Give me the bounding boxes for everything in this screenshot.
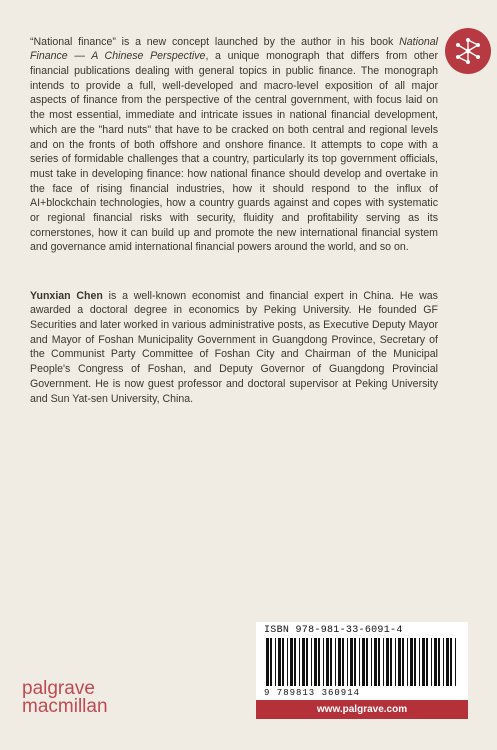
barcode-stripe bbox=[323, 638, 324, 686]
barcode-stripe bbox=[371, 638, 372, 686]
barcode-stripe bbox=[347, 638, 348, 686]
barcode-stripe bbox=[294, 638, 296, 686]
barcode-stripe bbox=[311, 638, 312, 686]
barcode-stripe bbox=[419, 638, 420, 686]
barcode-graphic bbox=[264, 638, 460, 688]
description-text-rest: , a unique monograph that differs from other financial publications dealing with general topics in public finance. The monograph intends to provide a full, well-developed and macro-level exposition of all major aspects of finance from the perspective of the central government, with focus laid on the most essential, immediate and intricate issues in national financial development, which are the "hard nuts" that have to be cracked on both central and regional levels and on the fronts of both offshore and onshore finance. It attempts to cope with a series of formidable challenges that a country, particularly its top government officials, must take in developing finance: how national finance should develop and overtake in the face of rising financial industries, how it should respond to the influx of AI+blockchain technologies, how a country guards against and copes with systematic or regional financial risks with security, fluidity and profitability serving as its cornerstones, how it can build up and promote the new international financial system and governance amid international financial powers around the world, and so on. bbox=[30, 50, 438, 254]
barcode-stripe bbox=[275, 638, 276, 686]
author-bio-text: is a well-known economist and financial expert in China. He was awarded a doctoral degree in economics by Peking University. He founded GF Securities and later worked in various administrative posts, as Executive Deputy Mayor and Mayor of Foshan Municipality Government in Guangdong Province, Secretary of the Communist Party Committee of Foshan City and Chairman of the Municipal People's Congress of Foshan, and Deputy Governor of Guangdong Provincial Government. He is now guest professor and doctoral supervisor at Peking University and Sun Yat-sen University, China. bbox=[30, 289, 438, 405]
barcode-stripe bbox=[287, 638, 288, 686]
barcode-digits: 9 789813 360914 bbox=[264, 688, 361, 698]
barcode-stripe bbox=[374, 638, 377, 686]
author-bio bbox=[30, 289, 438, 407]
barcode-stripe bbox=[354, 638, 356, 686]
barcode-stripe bbox=[282, 638, 284, 686]
barcode-stripe bbox=[302, 638, 305, 686]
connected-nodes-icon bbox=[453, 36, 483, 66]
barcode-stripe bbox=[338, 638, 341, 686]
barcode-stripe bbox=[443, 638, 444, 686]
barcode-stripe bbox=[299, 638, 300, 686]
barcode-stripe bbox=[386, 638, 389, 686]
barcode-stripe bbox=[278, 638, 281, 686]
barcode-stripe bbox=[290, 638, 293, 686]
barcode-stripe bbox=[326, 638, 329, 686]
barcode-stripe bbox=[330, 638, 332, 686]
barcode-stripe bbox=[402, 638, 404, 686]
barcode-stripe bbox=[434, 638, 437, 686]
website-bar[interactable] bbox=[256, 700, 468, 719]
barcode-stripe bbox=[383, 638, 384, 686]
barcode-stripe bbox=[426, 638, 428, 686]
barcode-stripe bbox=[450, 638, 452, 686]
barcode-stripe bbox=[378, 638, 380, 686]
isbn-label: ISBN 978-981-33-6091-4 bbox=[264, 625, 403, 636]
barcode-stripe bbox=[342, 638, 344, 686]
barcode-stripe bbox=[314, 638, 317, 686]
barcode-stripe bbox=[318, 638, 320, 686]
author-name: Yunxian Chen bbox=[30, 289, 103, 302]
barcode-stripe bbox=[306, 638, 308, 686]
description-text-start: “National finance” is a new concept launched by the author in his book bbox=[30, 35, 400, 48]
barcode-stripe bbox=[350, 638, 353, 686]
barcode-stripe bbox=[414, 638, 416, 686]
barcode-stripe bbox=[431, 638, 432, 686]
palgrave-badge bbox=[445, 28, 491, 74]
barcode-stripe bbox=[446, 638, 449, 686]
barcode-stripe bbox=[438, 638, 440, 686]
barcode-box bbox=[256, 622, 468, 700]
website-link[interactable]: www.palgrave.com bbox=[316, 704, 408, 715]
barcode-stripe bbox=[422, 638, 425, 686]
barcode-stripe bbox=[407, 638, 408, 686]
book-title-italic: National Finance — A Chinese Perspective bbox=[30, 35, 438, 63]
barcode-stripe bbox=[410, 638, 413, 686]
barcode-stripe bbox=[266, 638, 269, 686]
barcode-stripe bbox=[395, 638, 396, 686]
barcode-stripe bbox=[359, 638, 360, 686]
book-description bbox=[30, 35, 438, 256]
barcode-stripe bbox=[335, 638, 336, 686]
logo-line-2: macmillan bbox=[22, 696, 108, 717]
barcode-stripe bbox=[455, 638, 456, 686]
barcode-stripe bbox=[270, 638, 272, 686]
publisher-logo bbox=[22, 680, 108, 716]
barcode-stripe bbox=[366, 638, 368, 686]
barcode-stripe bbox=[362, 638, 365, 686]
barcode-stripe bbox=[390, 638, 392, 686]
logo-line-1: palgrave bbox=[22, 678, 95, 699]
barcode-stripe bbox=[398, 638, 401, 686]
